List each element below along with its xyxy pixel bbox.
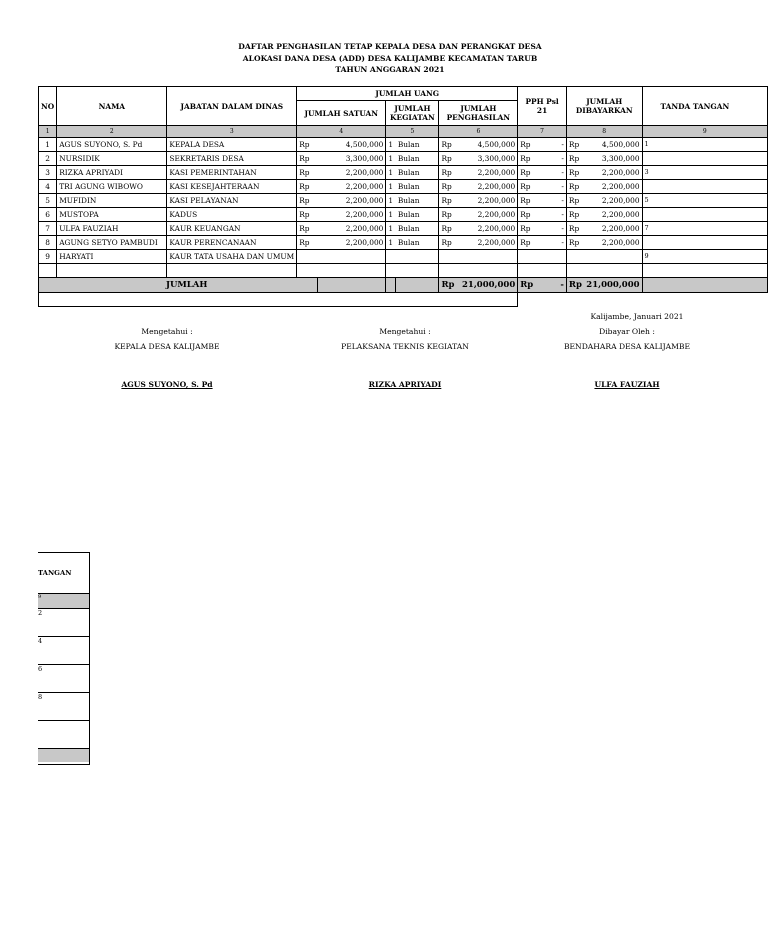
row-jumlah-dibayarkan: 2,200,000	[584, 222, 642, 236]
row-unit: Bulan	[396, 208, 439, 222]
row-no: 9	[39, 250, 57, 264]
row-jumlah-satuan: 3,300,000	[317, 152, 386, 166]
row-jabatan: KADUS	[167, 208, 297, 222]
row-currency: Rp	[439, 208, 460, 222]
row-currency	[518, 250, 539, 264]
row-pph: -	[539, 194, 567, 208]
row-jumlah-kegiatan	[386, 250, 396, 264]
row-currency: Rp	[297, 236, 317, 250]
row-jumlah-penghasilan: 2,200,000	[460, 222, 518, 236]
row-tanda-tangan: 5	[642, 194, 767, 208]
total-currency: Rp	[566, 278, 584, 293]
signature-caption: Mengetahui :	[379, 327, 431, 336]
table-row	[39, 138, 768, 152]
row-unit: Bulan	[396, 222, 439, 236]
overflow-column-fragment	[38, 552, 90, 765]
column-number: 9	[642, 126, 767, 138]
row-currency: Rp	[439, 166, 460, 180]
row-unit: Bulan	[396, 166, 439, 180]
column-number: 5	[386, 126, 439, 138]
row-jumlah-kegiatan: 1	[386, 180, 396, 194]
row-jumlah-dibayarkan: 4,500,000	[584, 138, 642, 152]
salary-table	[38, 86, 768, 307]
signature-caption: Dibayar Oleh :	[599, 327, 655, 336]
row-nama: TRI AGUNG WIBOWO	[57, 180, 167, 194]
table-row	[39, 194, 768, 208]
row-currency: Rp	[518, 222, 539, 236]
total-dibayarkan: 21,000,000	[584, 278, 642, 293]
total-penghasilan: 21,000,000	[460, 278, 518, 293]
row-jumlah-kegiatan: 1	[386, 222, 396, 236]
row-currency: Rp	[439, 152, 460, 166]
salary-table-container	[38, 86, 768, 313]
row-no: 6	[39, 208, 57, 222]
row-currency: Rp	[439, 222, 460, 236]
column-number: 2	[57, 126, 167, 138]
row-jumlah-dibayarkan: 2,200,000	[584, 166, 642, 180]
signature-block-left	[92, 326, 242, 391]
row-tanda-tangan	[642, 236, 767, 250]
row-pph: -	[539, 180, 567, 194]
row-jumlah-dibayarkan: 2,200,000	[584, 180, 642, 194]
header-jumlah-kegiatan: JUMLAH KEGIATAN	[386, 101, 439, 126]
row-jabatan: KASI PEMERINTAHAN	[167, 166, 297, 180]
row-jumlah-satuan: 4,500,000	[317, 138, 386, 152]
row-jabatan: KAUR TATA USAHA DAN UMUM	[167, 250, 297, 264]
row-jabatan: KEPALA DESA	[167, 138, 297, 152]
row-pph: -	[539, 138, 567, 152]
header-jumlah-satuan: JUMLAH SATUAN	[297, 101, 386, 126]
signature-name: ULFA FAUZIAH	[594, 380, 660, 389]
row-pph: -	[539, 208, 567, 222]
header-pph: PPH Psl 21	[518, 87, 567, 126]
column-number: 6	[439, 126, 518, 138]
title-line-2: ALOKASI DANA DESA (ADD) DESA KALIJAMBE KECAMATAN TARUB	[242, 53, 538, 63]
table-row	[39, 152, 768, 166]
column-number: 4	[297, 126, 386, 138]
row-no: 2	[39, 152, 57, 166]
header-jumlah-penghasilan: JUMLAH PENGHASILAN	[439, 101, 518, 126]
row-jumlah-dibayarkan	[584, 250, 642, 264]
row-tanda-tangan	[642, 152, 767, 166]
row-currency: Rp	[566, 180, 584, 194]
row-nama: AGUS SUYONO, S. Pd	[57, 138, 167, 152]
row-pph	[539, 250, 567, 264]
title-line-3: TAHUN ANGGARAN 2021	[335, 65, 445, 74]
row-no: 1	[39, 138, 57, 152]
row-currency: Rp	[518, 180, 539, 194]
row-jumlah-dibayarkan: 2,200,000	[584, 194, 642, 208]
row-currency: Rp	[439, 236, 460, 250]
row-currency: Rp	[518, 138, 539, 152]
table-row	[39, 250, 768, 264]
row-jabatan: KAUR PERENCANAAN	[167, 236, 297, 250]
row-no: 8	[39, 236, 57, 250]
document-title	[140, 41, 640, 76]
row-jumlah-penghasilan: 2,200,000	[460, 180, 518, 194]
row-jumlah-penghasilan: 2,200,000	[460, 194, 518, 208]
header-nama: NAMA	[57, 87, 167, 126]
overflow-header: TANGAN	[38, 553, 89, 594]
row-unit: Bulan	[396, 194, 439, 208]
row-jumlah-kegiatan: 1	[386, 208, 396, 222]
header-row-1	[39, 87, 768, 101]
table-row	[39, 166, 768, 180]
row-currency	[566, 250, 584, 264]
table-row	[39, 208, 768, 222]
row-no: 5	[39, 194, 57, 208]
row-unit: Bulan	[396, 152, 439, 166]
row-currency	[439, 250, 460, 264]
row-pph: -	[539, 152, 567, 166]
row-currency: Rp	[297, 194, 317, 208]
overflow-cell: 8	[38, 693, 89, 721]
row-jumlah-penghasilan: 2,200,000	[460, 208, 518, 222]
row-jumlah-satuan: 2,200,000	[317, 222, 386, 236]
row-nama: ULFA FAUZIAH	[57, 222, 167, 236]
column-number-row	[39, 126, 768, 138]
blank-row	[39, 264, 768, 278]
signature-name: AGUS SUYONO, S. Pd	[121, 380, 213, 389]
row-unit	[396, 250, 439, 264]
row-jumlah-kegiatan: 1	[386, 236, 396, 250]
row-unit: Bulan	[396, 236, 439, 250]
row-jabatan: KAUR KEUANGAN	[167, 222, 297, 236]
header-no: NO	[39, 87, 57, 126]
header-dibayarkan: JUMLAH DIBAYARKAN	[566, 87, 642, 126]
header-jabatan: JABATAN DALAM DINAS	[167, 87, 297, 126]
row-jumlah-satuan: 2,200,000	[317, 236, 386, 250]
row-currency: Rp	[566, 236, 584, 250]
row-currency: Rp	[297, 222, 317, 236]
row-nama: NURSIDIK	[57, 152, 167, 166]
row-jumlah-penghasilan: 2,200,000	[460, 166, 518, 180]
overflow-column-number: 9	[38, 594, 89, 609]
row-jabatan: KASI KESEJAHTERAAN	[167, 180, 297, 194]
row-no: 7	[39, 222, 57, 236]
row-pph: -	[539, 166, 567, 180]
total-row	[39, 278, 768, 293]
total-currency: Rp	[518, 278, 539, 293]
row-nama: AGUNG SETYO PAMBUDI	[57, 236, 167, 250]
row-tanda-tangan: 7	[642, 222, 767, 236]
total-label: JUMLAH	[57, 278, 317, 293]
row-currency: Rp	[566, 208, 584, 222]
row-currency: Rp	[566, 194, 584, 208]
row-jumlah-kegiatan: 1	[386, 152, 396, 166]
row-currency: Rp	[566, 138, 584, 152]
footer-row	[39, 293, 768, 307]
signature-caption: Mengetahui :	[141, 327, 193, 336]
row-currency	[297, 250, 317, 264]
table-row	[39, 236, 768, 250]
row-currency: Rp	[518, 152, 539, 166]
overflow-cell: 2	[38, 609, 89, 637]
title-line-1: DAFTAR PENGHASILAN TETAP KEPALA DESA DAN PERANGKAT DESA	[238, 42, 542, 51]
row-jumlah-penghasilan: 3,300,000	[460, 152, 518, 166]
row-currency: Rp	[297, 208, 317, 222]
table-row	[39, 180, 768, 194]
place-date: Kalijambe, Januari 2021	[590, 312, 684, 321]
row-currency: Rp	[297, 180, 317, 194]
column-number: 1	[39, 126, 57, 138]
column-number: 3	[167, 126, 297, 138]
row-jumlah-satuan: 2,200,000	[317, 166, 386, 180]
row-currency: Rp	[518, 236, 539, 250]
row-currency: Rp	[566, 166, 584, 180]
row-currency: Rp	[566, 222, 584, 236]
row-currency: Rp	[439, 194, 460, 208]
row-currency: Rp	[518, 166, 539, 180]
row-jumlah-satuan: 2,200,000	[317, 194, 386, 208]
row-jumlah-dibayarkan: 2,200,000	[584, 236, 642, 250]
table-row	[39, 222, 768, 236]
row-currency: Rp	[439, 180, 460, 194]
signature-block-middle	[315, 326, 495, 391]
overflow-total-band	[38, 749, 89, 762]
signature-role: BENDAHARA DESA KALIJAMBE	[563, 342, 691, 351]
row-jumlah-satuan: 2,200,000	[317, 208, 386, 222]
row-jumlah-penghasilan	[460, 250, 518, 264]
row-nama: MUSTOPA	[57, 208, 167, 222]
row-pph: -	[539, 222, 567, 236]
total-currency: Rp	[439, 278, 460, 293]
row-currency: Rp	[297, 166, 317, 180]
row-jabatan: SEKRETARIS DESA	[167, 152, 297, 166]
row-jumlah-penghasilan: 2,200,000	[460, 236, 518, 250]
row-jumlah-kegiatan: 1	[386, 166, 396, 180]
row-currency: Rp	[518, 208, 539, 222]
overflow-cell	[38, 721, 89, 749]
column-number: 7	[518, 126, 567, 138]
row-nama: HARYATI	[57, 250, 167, 264]
row-tanda-tangan: 3	[642, 166, 767, 180]
row-jabatan: KASI PELAYANAN	[167, 194, 297, 208]
row-currency: Rp	[297, 152, 317, 166]
row-currency: Rp	[566, 152, 584, 166]
overflow-cell: 6	[38, 665, 89, 693]
row-unit: Bulan	[396, 180, 439, 194]
row-jumlah-satuan: 2,200,000	[317, 180, 386, 194]
row-tanda-tangan	[642, 180, 767, 194]
signature-role: KEPALA DESA KALIJAMBE	[114, 342, 220, 351]
signature-role: PELAKSANA TEKNIS KEGIATAN	[341, 342, 469, 351]
header-tanda-tangan: TANDA TANGAN	[642, 87, 767, 126]
row-nama: RIZKA APRIYADI	[57, 166, 167, 180]
column-number: 8	[566, 126, 642, 138]
total-pph: -	[539, 278, 567, 293]
row-jumlah-satuan	[317, 250, 386, 264]
signature-block-right	[537, 326, 717, 391]
row-jumlah-dibayarkan: 3,300,000	[584, 152, 642, 166]
row-nama: MUFIDIN	[57, 194, 167, 208]
row-jumlah-kegiatan: 1	[386, 138, 396, 152]
row-tanda-tangan: 9	[642, 250, 767, 264]
row-jumlah-penghasilan: 4,500,000	[460, 138, 518, 152]
row-unit: Bulan	[396, 138, 439, 152]
row-jumlah-kegiatan: 1	[386, 194, 396, 208]
row-no: 4	[39, 180, 57, 194]
row-currency: Rp	[518, 194, 539, 208]
row-pph: -	[539, 236, 567, 250]
row-tanda-tangan	[642, 208, 767, 222]
overflow-cell: 4	[38, 637, 89, 665]
header-jumlah-uang: JUMLAH UANG	[297, 87, 518, 101]
row-currency: Rp	[297, 138, 317, 152]
row-tanda-tangan: 1	[642, 138, 767, 152]
row-no: 3	[39, 166, 57, 180]
row-currency: Rp	[439, 138, 460, 152]
row-jumlah-dibayarkan: 2,200,000	[584, 208, 642, 222]
signature-name: RIZKA APRIYADI	[368, 380, 442, 389]
